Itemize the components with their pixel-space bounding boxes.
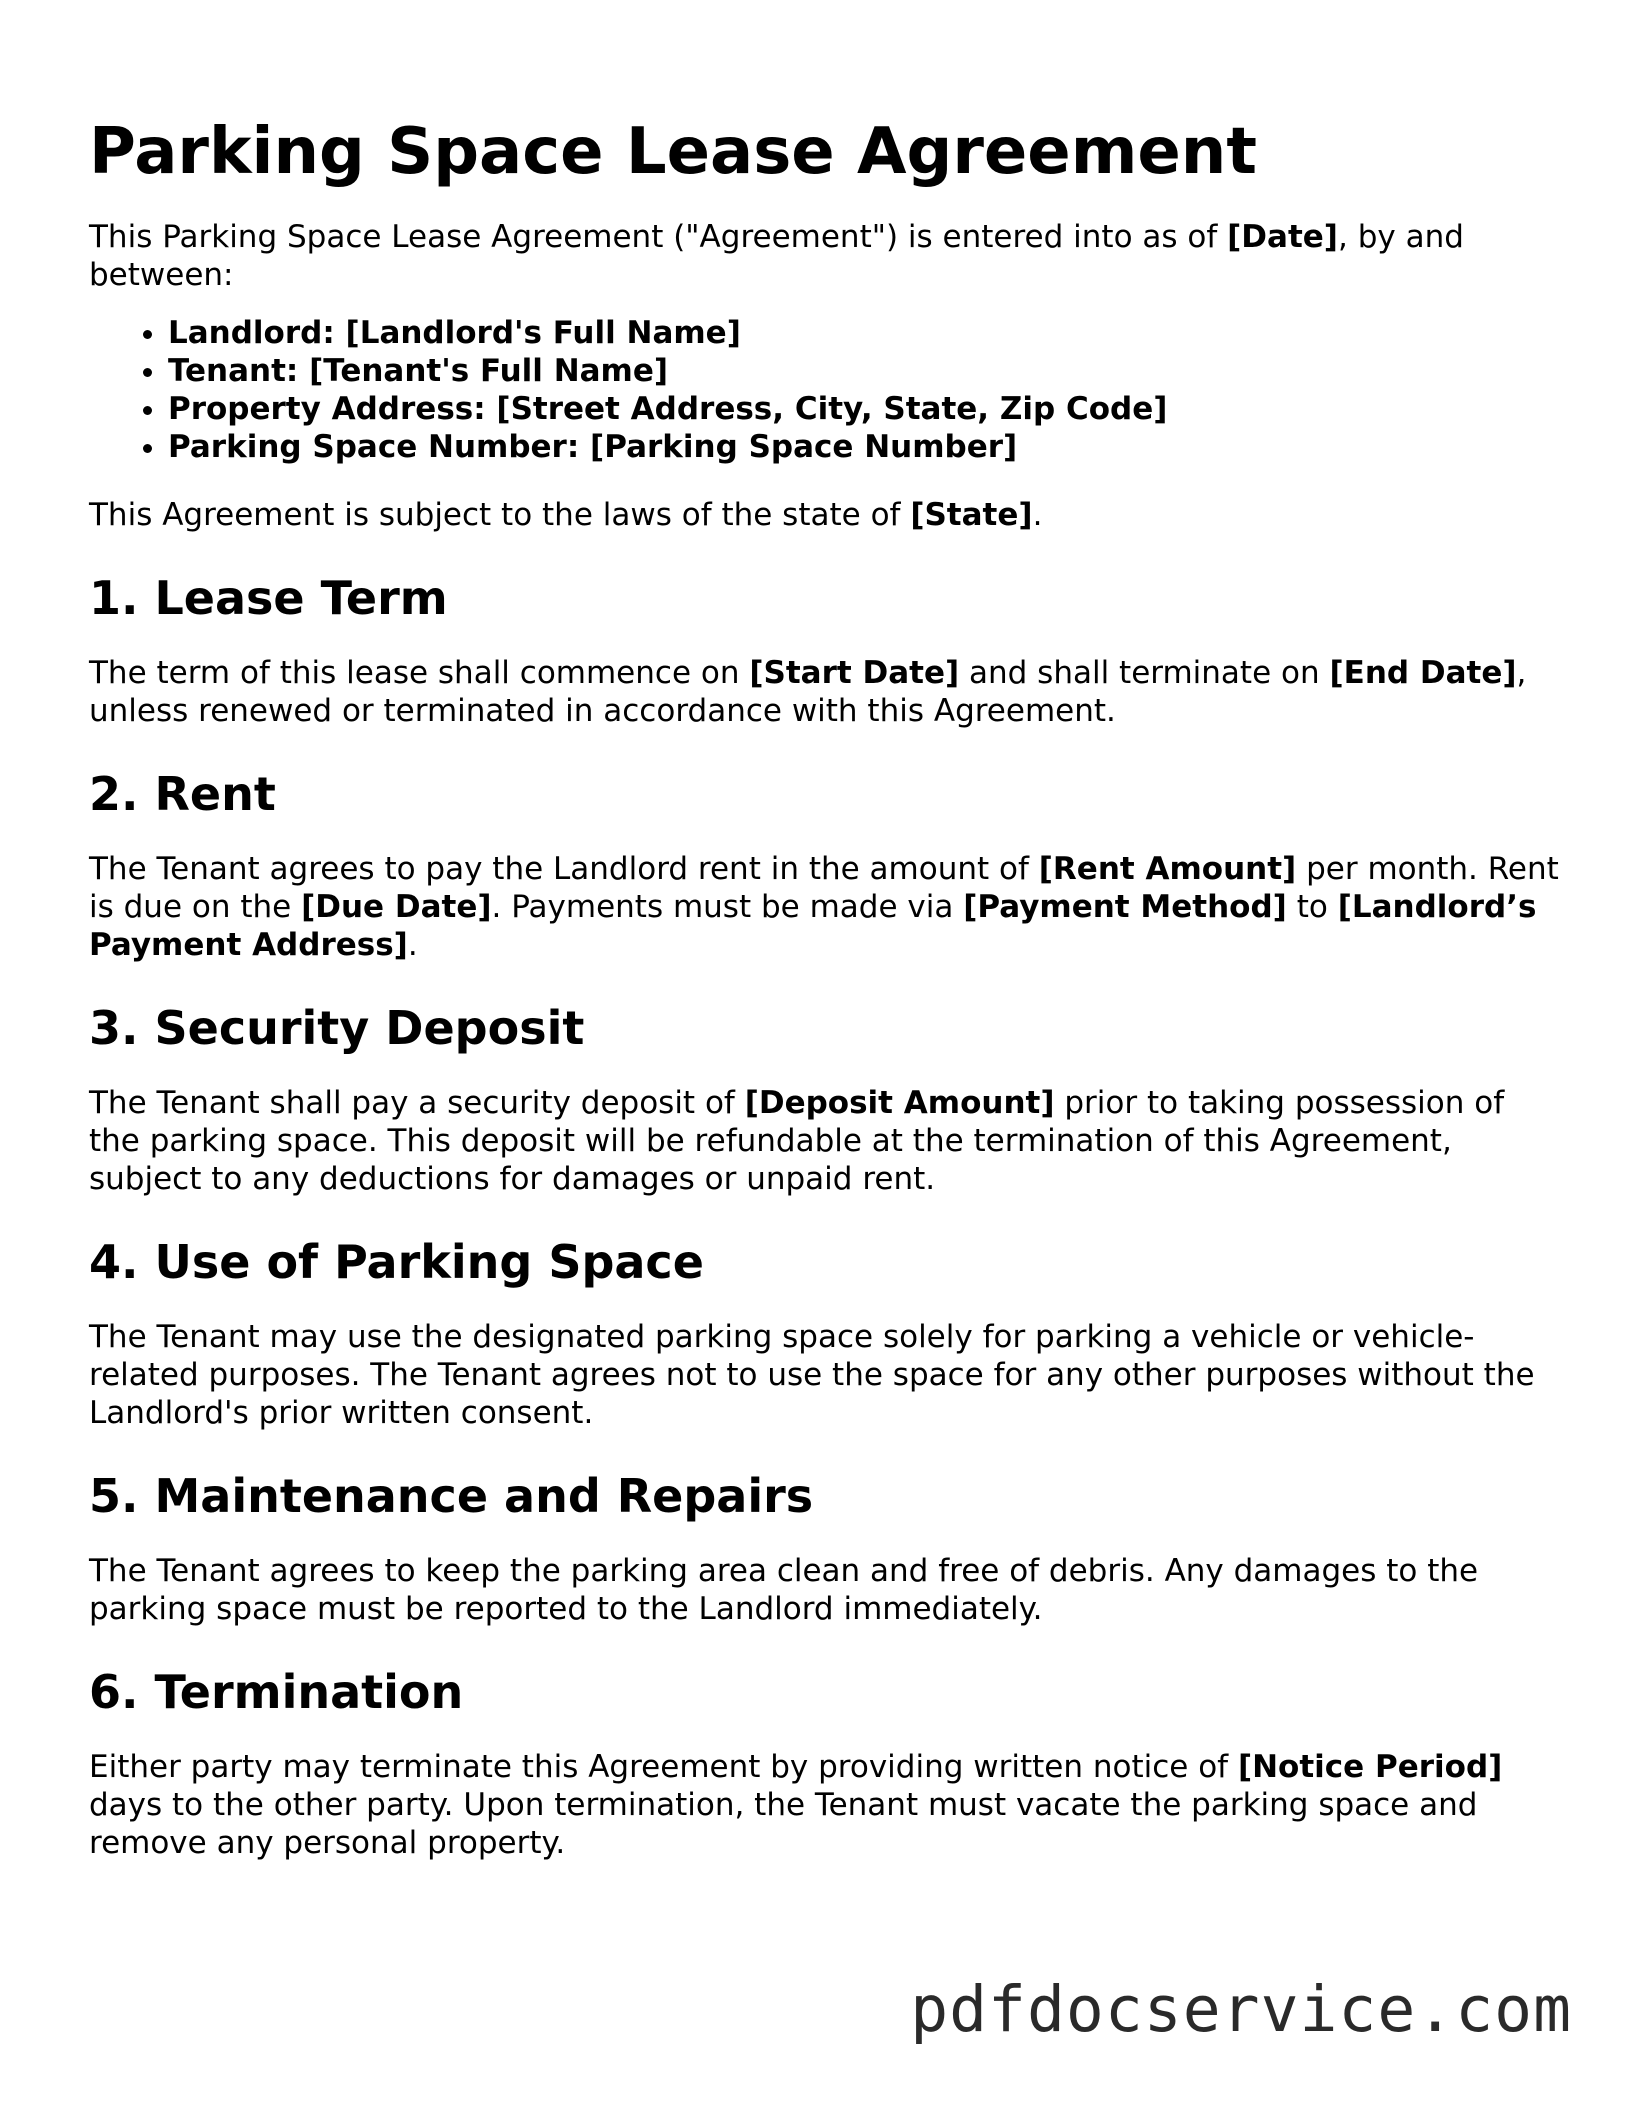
- parties-list: [89, 314, 1559, 466]
- payment-address-placeholder: [Landlord’s Payment Address]: [89, 889, 1537, 963]
- section-heading-use: 4. Use of Parking Space: [89, 1235, 704, 1289]
- lease-term-text-3: , unless renewed or terminated in accordance with this Agreement.: [89, 655, 1527, 729]
- list-item-property-address: • Property Address: [Street Address, City, State, Zip Code]: [168, 390, 1559, 428]
- section-heading-security-deposit: 3. Security Deposit: [89, 1001, 585, 1055]
- payment-method-placeholder: [Payment Method]: [963, 889, 1287, 925]
- lease-term-paragraph: [89, 654, 1559, 730]
- governing-law-text: This Agreement is subject to the laws of the state of: [89, 497, 911, 533]
- date-placeholder: [Date]: [1227, 219, 1338, 255]
- watermark: pdfdocservice.com: [910, 1973, 1572, 2046]
- rent-text-4: to: [1286, 889, 1338, 925]
- start-date-placeholder: [Start Date]: [749, 655, 960, 691]
- rent-text-3: . Payments must be made via: [491, 889, 964, 925]
- document-title: Parking Space Lease Agreement: [89, 115, 1257, 189]
- rent-text: The Tenant agrees to pay the Landlord rent in the amount of: [89, 851, 1039, 887]
- lease-term-text-2: and shall terminate on: [959, 655, 1330, 691]
- intro-text-end: , by and between:: [89, 219, 1464, 293]
- lease-term-text: The term of this lease shall commence on: [89, 655, 750, 691]
- governing-law-paragraph: [89, 496, 1559, 534]
- state-placeholder: [State]: [910, 497, 1033, 533]
- maintenance-paragraph: The Tenant agrees to keep the parking area clean and free of debris. Any damages to the parking space must be reported to the Landlord immediately.: [89, 1553, 1479, 1627]
- section-heading-lease-term: 1. Lease Term: [89, 571, 448, 625]
- intro-text: This Parking Space Lease Agreement ("Agreement") is entered into as of: [89, 219, 1228, 255]
- deposit-text: The Tenant shall pay a security deposit of: [89, 1085, 745, 1121]
- termination-text-2: days to the other party. Upon termination, the Tenant must vacate the parking space and remove any personal property.: [89, 1787, 1478, 1861]
- list-item-landlord: • Landlord: [Landlord's Full Name]: [168, 314, 1559, 352]
- document-page: [89, 110, 1559, 1882]
- section-heading-termination: 6. Termination: [89, 1665, 464, 1719]
- termination-text: Either party may terminate this Agreement by providing written notice of: [89, 1749, 1238, 1785]
- notice-period-placeholder: [Notice Period]: [1237, 1749, 1503, 1785]
- termination-paragraph: [89, 1748, 1559, 1862]
- deposit-text-2: prior to taking possession of the parking space. This deposit will be refundable at the termination of this Agreement, subject to any deductions for damages or unpaid rent.: [89, 1085, 1505, 1197]
- list-item-parking-space-number: • Parking Space Number: [Parking Space Number]: [168, 428, 1559, 466]
- end-date-placeholder: [End Date]: [1329, 655, 1517, 691]
- governing-law-end: .: [1032, 497, 1043, 533]
- intro-paragraph: [89, 218, 1559, 294]
- rent-text-5: .: [407, 927, 418, 963]
- deposit-paragraph: [89, 1084, 1559, 1198]
- deposit-amount-placeholder: [Deposit Amount]: [744, 1085, 1055, 1121]
- due-date-placeholder: [Due Date]: [301, 889, 492, 925]
- list-item-tenant: • Tenant: [Tenant's Full Name]: [168, 352, 1559, 390]
- use-paragraph: The Tenant may use the designated parking space solely for parking a vehicle or vehicle-related purposes. The Tenant agrees not to use the space for any other purposes without the Landlord's prior written consent.: [89, 1319, 1535, 1431]
- section-heading-rent: 2. Rent: [89, 767, 276, 821]
- section-heading-maintenance: 5. Maintenance and Repairs: [89, 1469, 814, 1523]
- rent-paragraph: [89, 850, 1559, 964]
- rent-amount-placeholder: [Rent Amount]: [1038, 851, 1297, 887]
- rent-text-2: per month. Rent is due on the: [89, 851, 1559, 925]
